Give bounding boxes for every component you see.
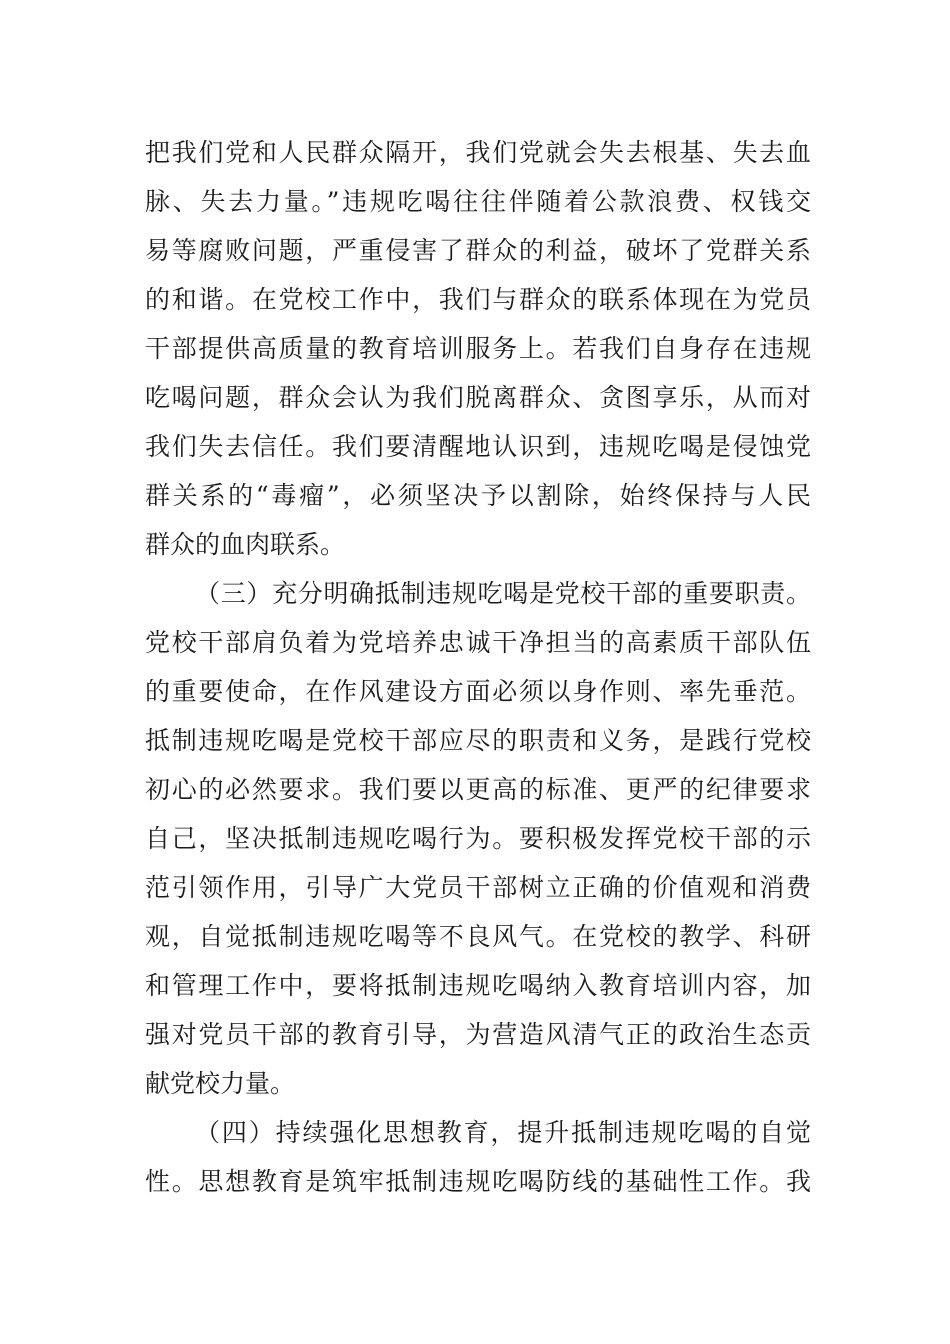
- text-line: 献党校力量。: [145, 1069, 296, 1098]
- section-heading-line: （三）充分明确抵制违规吃喝是党校干部的重要职责。: [195, 579, 811, 608]
- text-line: 群众的血肉联系。: [145, 530, 346, 559]
- text-line: 自己，坚决抵制违规吃喝行为。要积极发挥党校干部的示: [145, 824, 811, 853]
- text-line: 强对党员干部的教育引导，为营造风清气正的政治生态贡: [145, 1020, 811, 1049]
- text-line: 性。思想教育是筑牢抵制违规吃喝防线的基础性工作。我: [145, 1167, 811, 1196]
- text-line: 和管理工作中，要将抵制违规吃喝纳入教育培训内容，加: [145, 971, 811, 1000]
- text-line: 易等腐败问题，严重侵害了群众的利益，破坏了党群关系: [145, 236, 811, 265]
- text-line: 抵制违规吃喝是党校干部应尽的职责和义务，是践行党校: [145, 726, 811, 755]
- text-line: 脉、失去力量。”违规吃喝往往伴随着公款浪费、权钱交: [145, 187, 811, 216]
- body-text: [145, 128, 811, 1206]
- text-line: 范引领作用，引导广大党员干部树立正确的价值观和消费: [145, 873, 811, 902]
- text-line: 的重要使命，在作风建设方面必须以身作则、率先垂范。: [145, 677, 811, 706]
- text-line: 的和谐。在党校工作中，我们与群众的联系体现在为党员: [145, 285, 811, 314]
- text-line: 党校干部肩负着为党培养忠诚干净担当的高素质干部队伍: [145, 628, 811, 657]
- text-line: 初心的必然要求。我们要以更高的标准、更严的纪律要求: [145, 775, 811, 804]
- text-line: 把我们党和人民群众隔开，我们党就会失去根基、失去血: [145, 138, 811, 167]
- text-line: 群关系的“毒瘤”，必须坚决予以割除，始终保持与人民: [145, 481, 811, 510]
- text-line: 吃喝问题，群众会认为我们脱离群众、贪图享乐，从而对: [145, 383, 811, 412]
- text-line: 干部提供高质量的教育培训服务上。若我们自身存在违规: [145, 334, 811, 363]
- text-line: 我们失去信任。我们要清醒地认识到，违规吃喝是侵蚀党: [145, 432, 811, 461]
- text-line: 观，自觉抵制违规吃喝等不良风气。在党校的教学、科研: [145, 922, 811, 951]
- section-heading-line: （四）持续强化思想教育，提升抵制违规吃喝的自觉: [195, 1118, 811, 1147]
